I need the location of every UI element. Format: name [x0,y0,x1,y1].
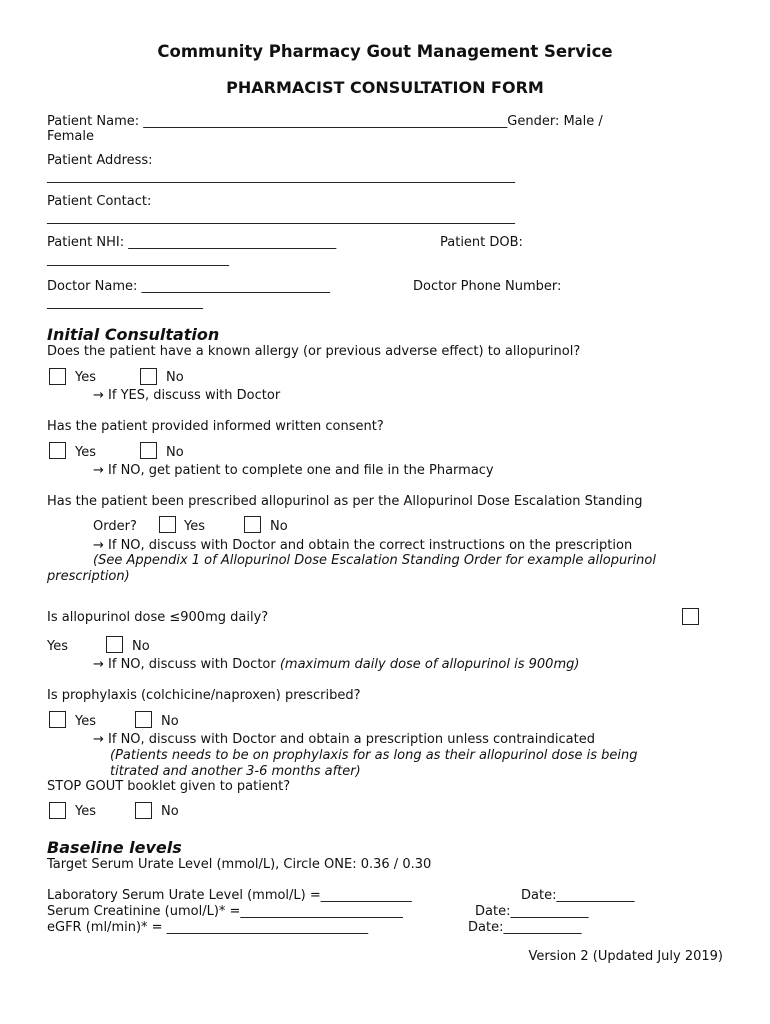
doctor-phone-field[interactable]: ________________________ [47,295,203,310]
version-footer: Version 2 (Updated July 2019) [528,949,723,964]
yes-label: Yes [75,714,96,729]
q-consent-no-checkbox[interactable] [140,442,157,459]
q-prophylaxis-note: → If NO, discuss with Doctor and obtain a prescription unless contraindicated [93,732,595,747]
doctor-phone-label: Doctor Phone Number: [413,279,562,294]
q-max-dose: Is allopurinol dose ≤900mg daily? [47,610,269,625]
yes-label: Yes [47,639,68,654]
no-label: No [166,445,184,460]
baseline-heading: Baseline levels [47,838,182,857]
patient-dob-label: Patient DOB: [440,235,523,250]
patient-dob-field[interactable]: ____________________________ [47,252,229,267]
q-standing-order-note: → If NO, discuss with Doctor and obtain the correct instructions on the prescription [93,538,633,553]
q-standing-order-appendix: (See Appendix 1 of Allopurinol Dose Escalation Standing Order for example allopurinol [93,553,656,568]
q-prophylaxis-note2b: titrated and another 3-6 months after) [110,764,361,779]
baseline-egfr-date[interactable]: Date:____________ [468,920,582,935]
baseline-target: Target Serum Urate Level (mmol/L), Circle ONE: 0.36 / 0.30 [47,857,432,872]
initial-consultation-heading: Initial Consultation [47,325,220,344]
q-standing-order-yes-checkbox[interactable] [159,516,176,533]
q-max-dose-yes-checkbox[interactable] [682,608,699,625]
q-prophylaxis: Is prophylaxis (colchicine/naproxen) prescribed? [47,688,361,703]
no-label: No [161,804,179,819]
q-max-dose-no-checkbox[interactable] [106,636,123,653]
q-booklet-no-checkbox[interactable] [135,802,152,819]
q-standing-order-appendix-cont: prescription) [47,569,130,584]
q-standing-order: Has the patient been prescribed allopurinol as per the Allopurinol Dose Escalation Standing [47,494,643,509]
q-consent-yes-checkbox[interactable] [49,442,66,459]
form-subtitle: PHARMACIST CONSULTATION FORM [226,78,544,97]
patient-contact-label: Patient Contact: [47,194,152,209]
q-booklet-yes-checkbox[interactable] [49,802,66,819]
q-standing-order-no-checkbox[interactable] [244,516,261,533]
yes-label: Yes [184,519,205,534]
q-allergy-yes-checkbox[interactable] [49,368,66,385]
q-prophylaxis-no-checkbox[interactable] [135,711,152,728]
yes-label: Yes [75,370,96,385]
q-consent-note: → If NO, get patient to complete one and file in the Pharmacy [93,463,494,478]
patient-gender-female: Female [47,129,95,144]
baseline-lab-date[interactable]: Date:____________ [521,888,635,903]
form-title: Community Pharmacy Gout Management Service [157,42,613,61]
q-booklet: STOP GOUT booklet given to patient? [47,779,291,794]
q-max-dose-note-italic: (maximum daily dose of allopurinol is 900mg) [279,657,580,672]
doctor-name-field[interactable]: Doctor Name: _____________________________ [47,279,331,294]
patient-name-line: Patient Name: ________________________________________________________Gender: Male / [47,114,603,129]
q-allergy-note: → If YES, discuss with Doctor [93,388,281,403]
baseline-creatinine[interactable]: Serum Creatinine (umol/L)* =_________________________ [47,904,403,919]
patient-address-label: Patient Address: [47,153,153,168]
yes-label: Yes [75,445,96,460]
q-prophylaxis-yes-checkbox[interactable] [49,711,66,728]
q-consent: Has the patient provided informed written consent? [47,419,384,434]
q-allergy: Does the patient have a known allergy (or previous adverse effect) to allopurinol? [47,344,581,359]
no-label: No [270,519,288,534]
q-standing-order-cont: Order? [93,519,137,534]
baseline-lab-urate[interactable]: Laboratory Serum Urate Level (mmol/L) =______________ [47,888,412,903]
no-label: No [132,639,150,654]
patient-address-field[interactable]: ________________________________________________________________________ [47,169,515,184]
patient-nhi-field[interactable]: Patient NHI: ________________________________ [47,235,337,250]
q-max-dose-note-text: → If NO, discuss with Doctor [93,657,280,672]
patient-contact-field[interactable]: ________________________________________________________________________ [47,210,515,225]
baseline-creatinine-date[interactable]: Date:____________ [475,904,589,919]
no-label: No [166,370,184,385]
baseline-egfr[interactable]: eGFR (ml/min)* = _______________________________ [47,920,369,935]
q-max-dose-note [93,657,579,672]
q-allergy-no-checkbox[interactable] [140,368,157,385]
yes-label: Yes [75,804,96,819]
no-label: No [161,714,179,729]
q-prophylaxis-note2a: (Patients needs to be on prophylaxis for as long as their allopurinol dose is being [110,748,638,763]
